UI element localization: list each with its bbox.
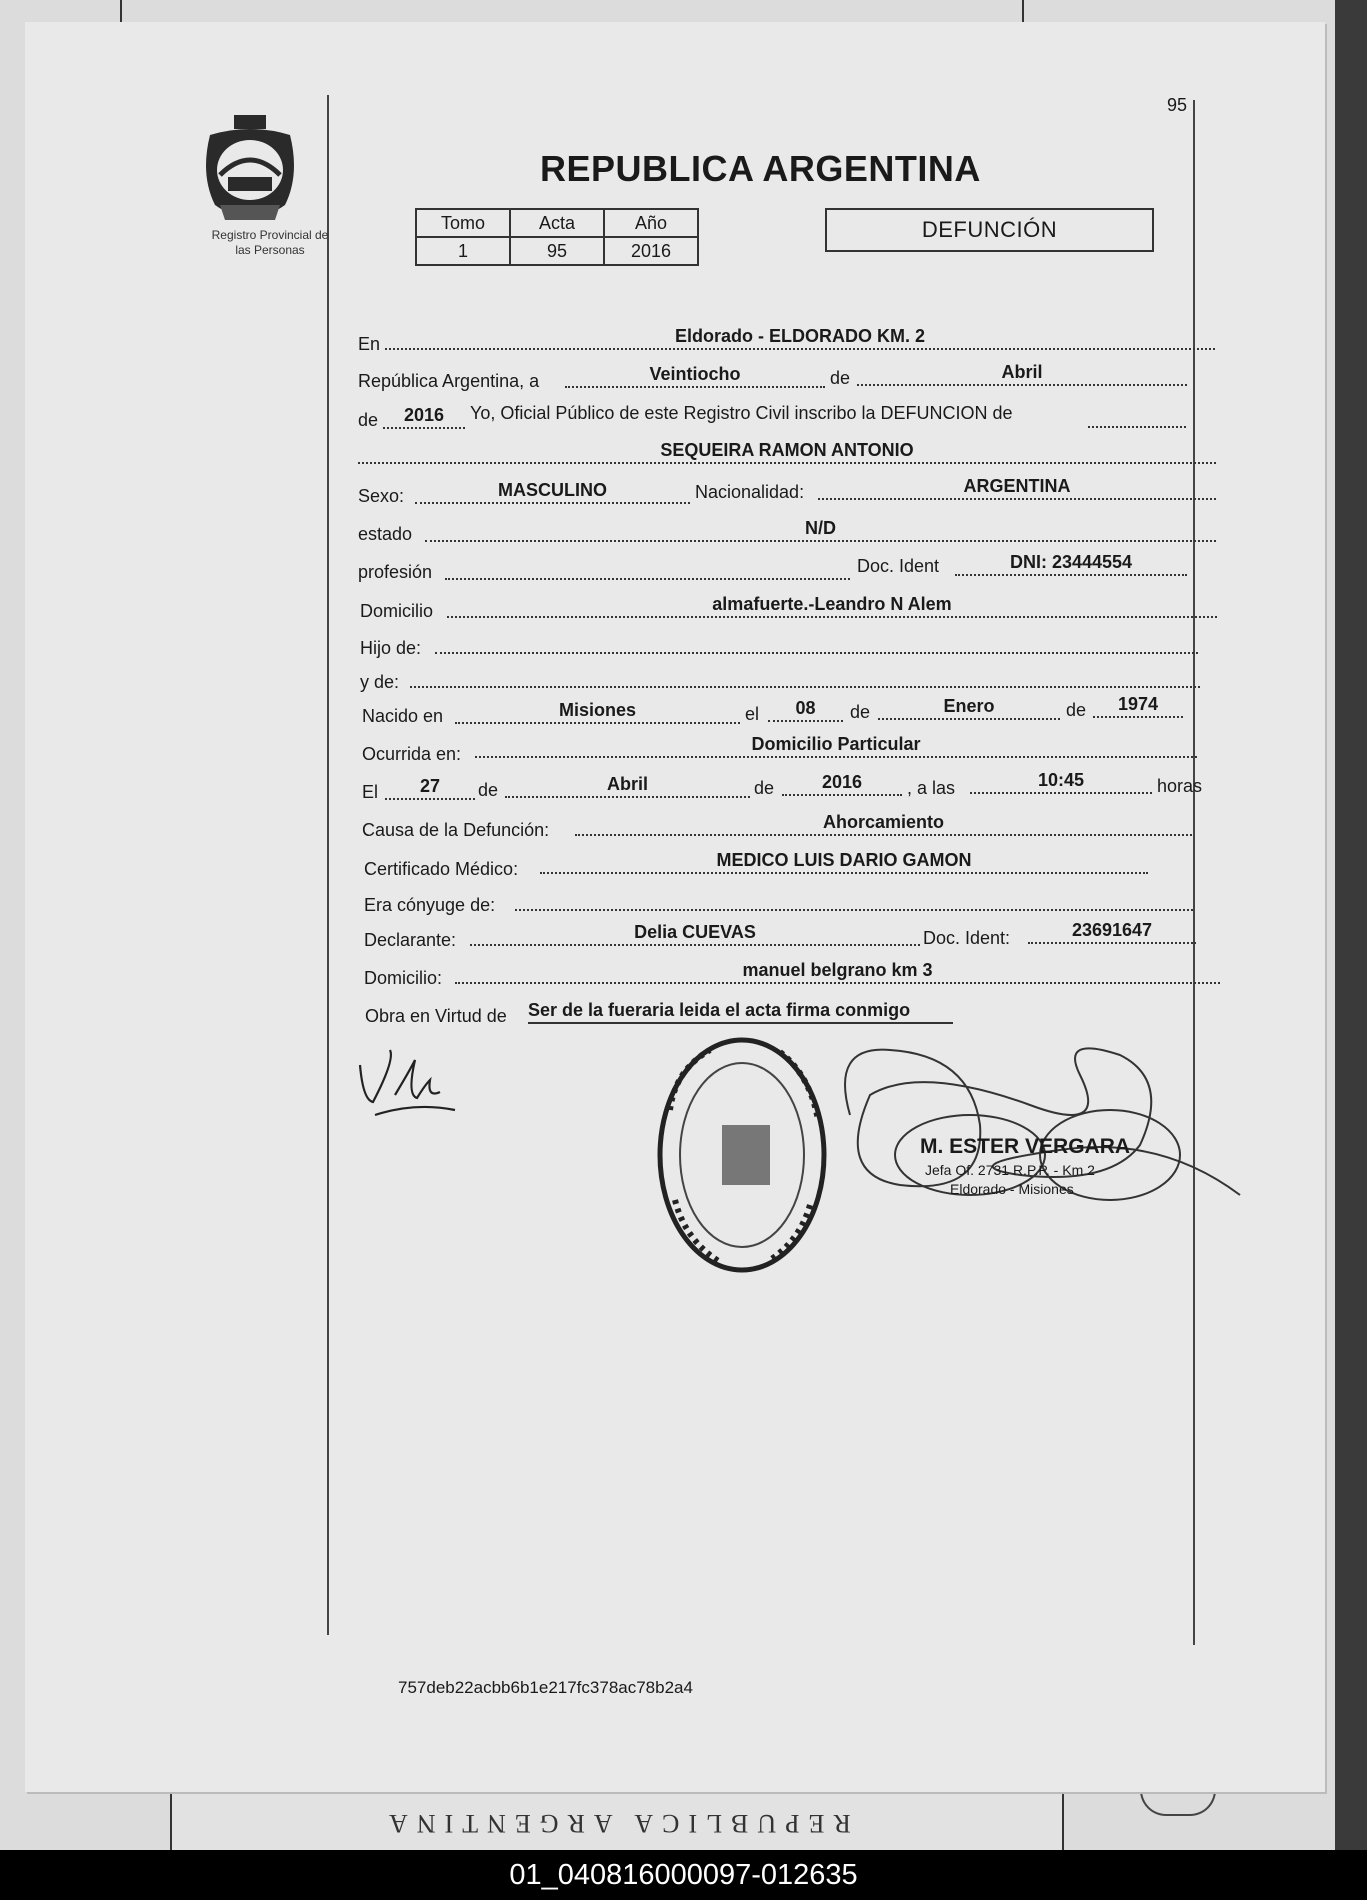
- label-hours: horas: [1157, 776, 1203, 796]
- mirrored-back-title: REPUBLICA ARGENTINA: [380, 1809, 851, 1838]
- field-birth-day: 08: [768, 698, 843, 722]
- registry-header-row: [416, 209, 698, 237]
- label-death-de-year: de: [754, 778, 775, 798]
- label-profession: profesión: [358, 562, 433, 582]
- label-de-birth: de: [850, 702, 871, 722]
- label-declarant-address: Domicilio:: [364, 968, 443, 988]
- label-occurred: Ocurrida en:: [362, 744, 462, 764]
- label-de-year: de: [358, 410, 379, 430]
- registry-header-tomo: Tomo: [416, 209, 510, 237]
- field-address: almafuerte.-Leandro N Alem: [447, 594, 1217, 618]
- country-title: REPUBLICA ARGENTINA: [540, 148, 981, 189]
- label-republic: República Argentina, a: [358, 371, 540, 391]
- label-cause: Causa de la Defunción:: [362, 820, 550, 840]
- field-nationality: ARGENTINA: [818, 476, 1216, 500]
- signatory-name: M. ESTER VERGARA: [920, 1135, 1131, 1158]
- label-by-virtue: Obra en Virtud de: [365, 1006, 507, 1026]
- label-de-birth-year: de: [1066, 700, 1087, 720]
- label-father: Hijo de:: [360, 638, 422, 658]
- label-el: el: [745, 704, 760, 724]
- field-declarant-doc: 23691647: [1028, 920, 1196, 944]
- field-civil-status: N/D: [425, 518, 1216, 542]
- official-stamp: [650, 1030, 840, 1280]
- label-at: , a las: [907, 778, 956, 798]
- field-spouse: [515, 887, 1193, 911]
- field-father: [435, 630, 1198, 654]
- declarant-signature: [355, 1040, 465, 1120]
- label-doc-id: Doc. Ident: [857, 556, 940, 576]
- registry-table: [415, 208, 699, 266]
- label-medical-cert: Certificado Médico:: [364, 859, 519, 879]
- field-cause: Ahorcamiento: [575, 812, 1192, 836]
- provincial-coat-of-arms-icon: [190, 105, 310, 235]
- page-number: 95: [1167, 95, 1188, 115]
- field-profession: [445, 556, 850, 580]
- field-declarant-address: manuel belgrano km 3: [455, 960, 1220, 984]
- field-occurred-place: Domicilio Particular: [475, 734, 1197, 758]
- field-month: Abril: [857, 362, 1187, 386]
- label-death-de: de: [478, 780, 499, 800]
- field-day-words: Veintiocho: [565, 364, 825, 388]
- field-sex: MASCULINO: [415, 480, 690, 504]
- field-statement-blank: [1088, 404, 1186, 428]
- label-declarant: Declarante:: [364, 930, 457, 950]
- registry-header-ano: Año: [604, 209, 698, 237]
- field-declarant: Delia CUEVAS: [470, 922, 920, 946]
- left-margin-rule: [327, 95, 329, 1635]
- field-medical-cert: MEDICO LUIS DARIO GAMON: [540, 850, 1148, 874]
- scan-footer-id: 01_040816000097-012635: [0, 1850, 1367, 1900]
- field-death-year: 2016: [782, 772, 902, 796]
- field-year: 2016: [383, 405, 465, 429]
- field-birth-place: Misiones: [455, 700, 740, 724]
- field-birth-month: Enero: [878, 696, 1060, 720]
- field-by-virtue: Ser de la fueraria leida el acta firma conmigo: [528, 1000, 953, 1024]
- label-civil-status: estado: [358, 524, 413, 544]
- registry-value-ano: 2016: [604, 237, 698, 265]
- field-death-day: 27: [385, 776, 475, 800]
- registry-label: Registro Provincial de las Personas: [211, 228, 329, 257]
- field-birth-year: 1974: [1093, 694, 1183, 718]
- label-death-el: El: [362, 782, 379, 802]
- scanner-edge: [1335, 0, 1367, 1850]
- registry-value-acta: 95: [510, 237, 604, 265]
- field-mother: [410, 664, 1200, 688]
- registry-value-tomo: 1: [416, 237, 510, 265]
- label-address: Domicilio: [360, 601, 434, 621]
- field-doc-id: DNI: 23444554: [955, 552, 1187, 576]
- registry-header-acta: Acta: [510, 209, 604, 237]
- label-declarant-doc: Doc. Ident:: [923, 928, 1011, 948]
- label-spouse: Era cónyuge de:: [364, 895, 496, 915]
- field-place: Eldorado - ELDORADO KM. 2: [385, 326, 1215, 350]
- field-full-name: SEQUEIRA RAMON ANTONIO: [358, 440, 1216, 464]
- signatory-role: Jefa Of. 2731 R.P.P. - Km 2: [925, 1162, 1095, 1178]
- record-type-box: DEFUNCIÓN: [825, 208, 1154, 252]
- field-death-month: Abril: [505, 774, 750, 798]
- registry-value-row: [416, 237, 698, 265]
- label-mother: y de:: [360, 672, 400, 692]
- label-en: En: [358, 334, 381, 354]
- label-born: Nacido en: [362, 706, 444, 726]
- label-nationality: Nacionalidad:: [695, 482, 805, 502]
- label-sex: Sexo:: [358, 486, 405, 506]
- label-de: de: [830, 368, 851, 388]
- document-hash: 757deb22acbb6b1e217fc378ac78b2a4: [398, 1678, 693, 1697]
- field-death-time: 10:45: [970, 770, 1152, 794]
- statement-text: Yo, Oficial Público de este Registro Civil inscribo la DEFUNCION de: [470, 403, 1013, 423]
- signatory-place: Eldorado - Misiones: [950, 1181, 1074, 1197]
